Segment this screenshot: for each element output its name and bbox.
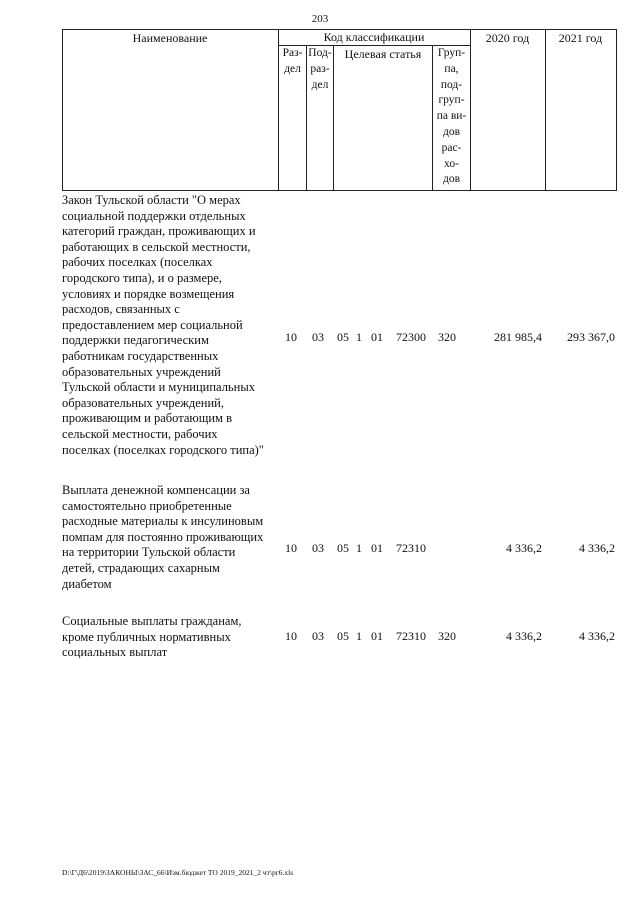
page-number: 203	[311, 13, 329, 25]
row-section: 10	[285, 629, 297, 643]
header-year-2021: 2021 год	[558, 31, 603, 45]
row-target-4: 72300	[396, 330, 426, 344]
row-value-2021: 4 336,2	[579, 541, 615, 555]
row-subsection: 03	[312, 330, 324, 344]
row-section: 10	[285, 541, 297, 555]
row-target-1: 05	[337, 541, 349, 555]
header-subsection: Под- раз- дел	[308, 47, 332, 91]
row-subsection: 03	[312, 541, 324, 555]
header-target-article: Целевая статья	[344, 47, 422, 61]
row-name: Закон Тульской области "О мерах социальной поддержки отдельных категорий граждан, проживающих и работающих в сельской местности, рабочих поселках (поселках городского типа), и о размере, условиях и порядке возмещения расходов, связанных с предоставлением мер социальной поддержки педагогическим работникам государственных образовательных учреждений Тульской области и муниципальных образовательных учреждений, проживающим и работающим в сельской местности, рабочих поселках (поселках городского типа)"	[62, 193, 264, 457]
row-target-4: 72310	[396, 629, 426, 643]
row-name: Социальные выплаты гражданам, кроме публичных нормативных социальных выплат	[62, 614, 242, 660]
row-target-1: 05	[337, 330, 349, 344]
row-group: 320	[438, 629, 456, 643]
header-name: Наименование	[132, 31, 208, 45]
row-value-2021: 4 336,2	[579, 629, 615, 643]
row-target-4: 72310	[396, 541, 426, 555]
row-name: Выплата денежной компенсации за самостоятельно приобретенные расходные материалы к инсулиновым помпам для постоянно проживающих на территории Тульской области детей, страдающих сахарным диабетом	[62, 483, 264, 591]
row-value-2020: 4 336,2	[506, 541, 542, 555]
row-target-3: 01	[371, 629, 383, 643]
row-target-2: 1	[356, 629, 362, 643]
row-target-2: 1	[356, 330, 362, 344]
footer-file-path: D:\Г\Д6\2019\ЗАКОНЫ\ЗАС_66\Изм.бюджет ТО 2019_2021_2 чт\рг6.xls	[62, 868, 294, 877]
row-target-1: 05	[337, 629, 349, 643]
row-target-3: 01	[371, 541, 383, 555]
header-expense-group: Груп- па, под- груп- па ви- дов рас- хо- дов	[436, 47, 467, 186]
row-subsection: 03	[312, 629, 324, 643]
row-group: 320	[438, 330, 456, 344]
row-value-2021: 293 367,0	[567, 330, 615, 344]
row-value-2020: 281 985,4	[494, 330, 542, 344]
row-value-2020: 4 336,2	[506, 629, 542, 643]
row-target-2: 1	[356, 541, 362, 555]
header-classification-code: Код классификации	[323, 30, 425, 44]
row-target-3: 01	[371, 330, 383, 344]
row-section: 10	[285, 330, 297, 344]
header-year-2020: 2020 год	[485, 31, 530, 45]
header-section: Раз- дел	[282, 47, 303, 75]
